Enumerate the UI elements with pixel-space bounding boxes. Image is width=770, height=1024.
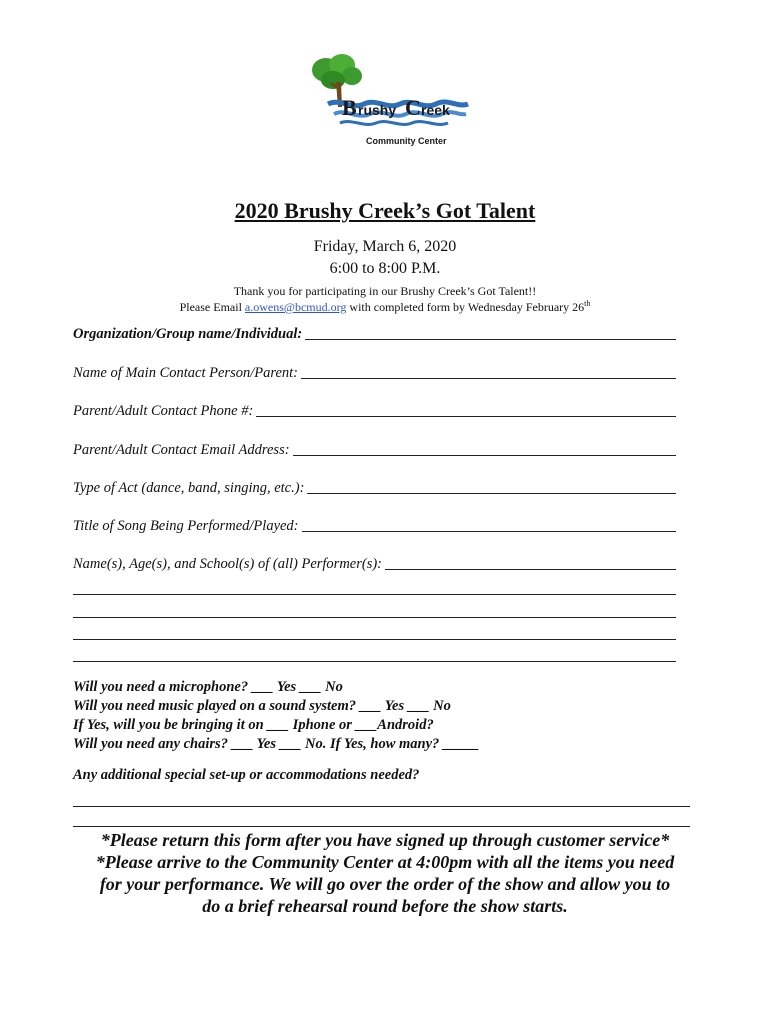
contact-person-label: Name of Main Contact Person/Parent: <box>73 365 298 381</box>
logo-subtitle: Community Center <box>366 136 447 146</box>
music-question[interactable]: Will you need music played on a sound system? ___ Yes ___ No <box>73 698 451 714</box>
performers-label: Name(s), Age(s), and School(s) of (all) Performer(s): <box>73 556 383 572</box>
song-title-input-line[interactable] <box>302 518 676 532</box>
performers-input-line[interactable] <box>385 556 676 570</box>
logo-brand-c: C <box>405 95 421 120</box>
logo-brand-rest: rushy <box>358 102 397 118</box>
event-time: 6:00 to 8:00 P.M. <box>329 260 441 277</box>
email-label: Parent/Adult Contact Email Address: <box>73 442 290 458</box>
microphone-question[interactable]: Will you need a microphone? ___ Yes ___ No <box>73 679 343 695</box>
organization-input-line[interactable] <box>305 326 676 340</box>
phone-field[interactable] <box>73 403 676 420</box>
contact-person-field[interactable] <box>73 365 676 382</box>
contact-person-input-line[interactable] <box>301 365 676 379</box>
chairs-question[interactable]: Will you need any chairs? ___ Yes ___ No. If Yes, how many? _____ <box>73 736 480 752</box>
thanks-text: Thank you for participating in our Brushy Creek’s Got Talent!! <box>233 284 537 298</box>
email-link[interactable]: a.owens@bcmud.org <box>244 300 347 314</box>
brushy-creek-logo <box>300 52 475 152</box>
performers-line-3[interactable] <box>73 617 676 618</box>
logo-brand-b: B <box>342 95 357 120</box>
act-type-input-line[interactable] <box>307 480 676 494</box>
performers-line-4[interactable] <box>73 639 676 640</box>
logo-brand-reek: reek <box>421 102 450 118</box>
device-question[interactable]: If Yes, will you be bringing it on ___ Iphone or ___Android? <box>73 717 434 733</box>
arrival-notice-line-2: for your performance. We will go over the order of the show and allow you to <box>99 874 671 894</box>
song-title-label: Title of Song Being Performed/Played: <box>73 518 299 534</box>
email-suffix-sup: th <box>584 299 591 308</box>
email-input-line[interactable] <box>293 442 676 456</box>
email-instructions <box>0 299 770 315</box>
special-setup-question: Any additional special set-up or accommodations needed? <box>73 767 420 783</box>
logo-graphic <box>300 52 475 152</box>
arrival-notice-line-3: do a brief rehearsal round before the show starts. <box>202 896 568 916</box>
special-setup-line-2[interactable] <box>73 826 690 827</box>
event-date: Friday, March 6, 2020 <box>313 238 457 255</box>
phone-label: Parent/Adult Contact Phone #: <box>73 403 254 419</box>
return-form-notice: *Please return this form after you have signed up through customer service* <box>100 830 670 850</box>
organization-label: Organization/Group name/Individual: <box>73 326 303 342</box>
special-setup-line-1[interactable] <box>73 806 690 807</box>
act-type-field[interactable] <box>73 480 676 497</box>
email-prefix: Please Email <box>179 300 242 314</box>
arrival-notice-line-1: *Please arrive to the Community Center at 4:00pm with all the items you need <box>95 852 675 872</box>
act-type-label: Type of Act (dance, band, singing, etc.): <box>73 480 305 496</box>
performers-line-5[interactable] <box>73 661 676 662</box>
performers-line-2[interactable] <box>73 594 676 595</box>
song-title-field[interactable] <box>73 518 676 535</box>
organization-field[interactable] <box>73 326 676 343</box>
page-title: 2020 Brushy Creek’s Got Talent <box>234 198 536 223</box>
email-field[interactable] <box>73 442 676 459</box>
performers-field[interactable] <box>73 556 676 573</box>
phone-input-line[interactable] <box>256 403 676 417</box>
email-suffix: with completed form by Wednesday February 26 <box>349 300 585 314</box>
